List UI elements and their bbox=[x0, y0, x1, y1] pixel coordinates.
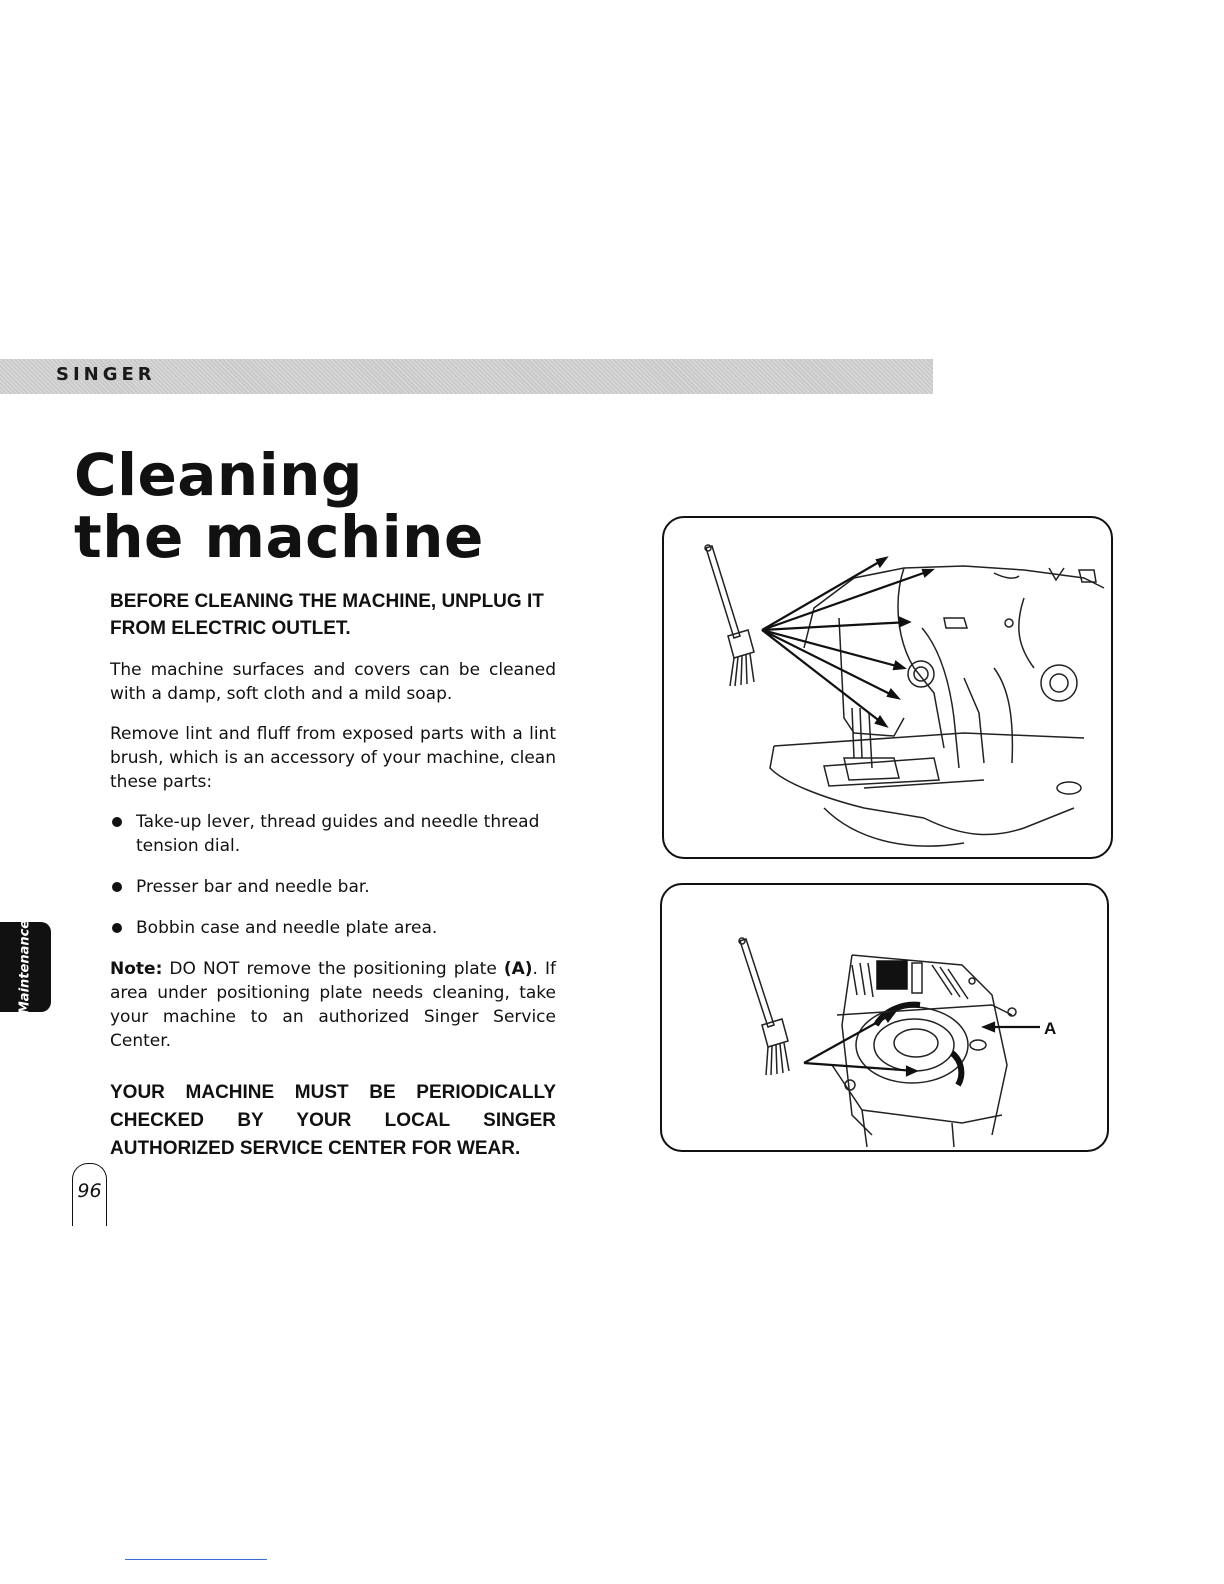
paragraph-lint: Remove lint and fluff from exposed parts with a lint brush, which is an accessory of your machine, clean these parts: bbox=[110, 724, 556, 792]
bullet-dot-icon bbox=[112, 882, 122, 892]
bottom-divider bbox=[125, 1559, 267, 1560]
unplug-warning bbox=[110, 588, 556, 642]
list-item-text: Presser bar and needle bar. bbox=[136, 877, 370, 897]
list-item-text: Bobbin case and needle plate area. bbox=[136, 918, 438, 938]
note-ref: (A) bbox=[503, 959, 533, 979]
section-tab-label: Maintenance bbox=[17, 919, 33, 1015]
list-item bbox=[110, 916, 556, 940]
lint-brush-icon bbox=[739, 938, 789, 1075]
list-item-text: Take-up lever, thread guides and needle thread tension dial. bbox=[136, 812, 540, 856]
main-content bbox=[110, 588, 556, 1163]
bullet-dot-icon bbox=[112, 817, 122, 827]
paragraph-surfaces: The machine surfaces and covers can be cleaned with a damp, soft cloth and a mild soap. bbox=[110, 660, 556, 704]
note-label: Note: bbox=[110, 959, 163, 979]
parts-list bbox=[110, 810, 556, 940]
page-number-box bbox=[72, 1163, 107, 1226]
list-item bbox=[110, 875, 556, 899]
note-text-before: DO NOT remove the positioning plate bbox=[162, 959, 504, 979]
unplug-warning-line-2: FROM ELECTRIC OUTLET. bbox=[110, 618, 351, 639]
bobbin-area-illustration bbox=[662, 885, 1107, 1150]
figure-bobbin-area bbox=[660, 883, 1109, 1152]
note-text-after: . If area under positioning plate needs cleaning, take your machine to an authorized Singer Service Center. bbox=[110, 959, 557, 1051]
list-item bbox=[110, 810, 556, 858]
title-line-1: Cleaning bbox=[74, 441, 363, 509]
title-line-2: the machine bbox=[74, 503, 484, 571]
section-tab bbox=[0, 919, 51, 1015]
lint-brush-icon bbox=[705, 545, 754, 686]
service-warning: YOUR MACHINE MUST BE PERIODICALLY CHECKED BY YOUR LOCAL SINGER AUTHORIZED SERVICE CENTER FOR WEAR. bbox=[110, 1082, 556, 1159]
figure-machine-head bbox=[662, 516, 1113, 859]
unplug-warning-line-1: BEFORE CLEANING THE MACHINE, UNPLUG IT bbox=[110, 591, 544, 612]
machine-head-illustration bbox=[664, 518, 1111, 857]
bullet-dot-icon bbox=[112, 923, 122, 933]
positioning-plate-label: A bbox=[1044, 1019, 1057, 1038]
brand-logo-text: SINGER bbox=[56, 364, 156, 385]
page-title bbox=[74, 441, 484, 571]
page-number: 96 bbox=[77, 1180, 102, 1202]
note-paragraph bbox=[110, 957, 556, 1053]
